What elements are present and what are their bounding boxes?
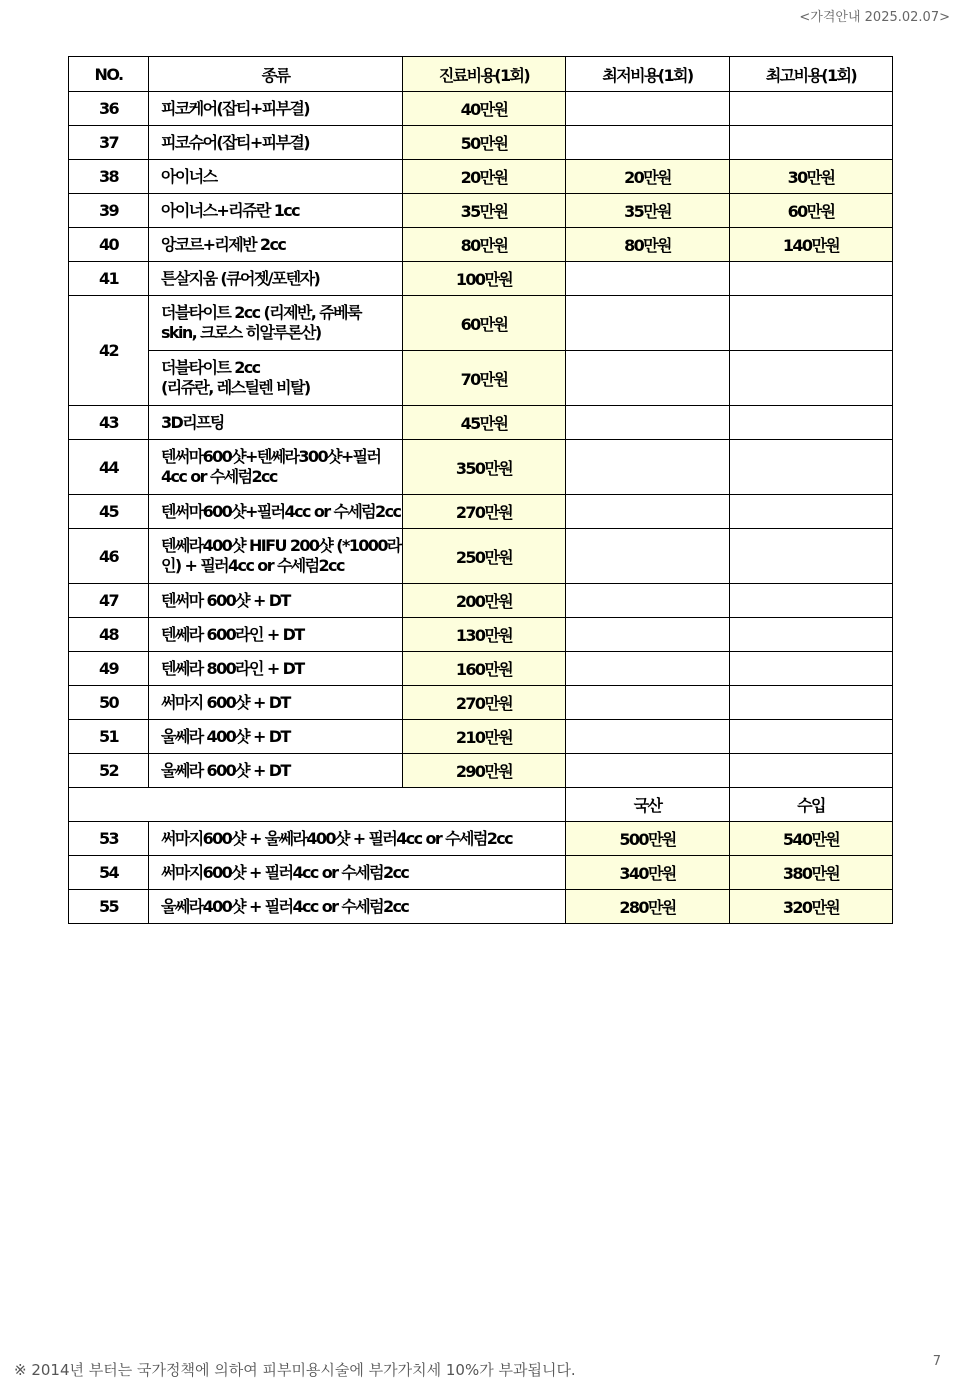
row-kind: 3D리프팅 xyxy=(149,406,403,440)
row-no: 45 xyxy=(69,495,149,529)
origin-header-domestic: 국산 xyxy=(566,788,730,822)
row-no: 38 xyxy=(69,160,149,194)
row-kind: 텐쎄라400샷 HIFU 200샷 (*1000라 인) + 필러4cc or 수세럼2cc xyxy=(149,529,403,584)
row-min xyxy=(566,495,730,529)
row-no: 37 xyxy=(69,126,149,160)
table-row xyxy=(69,495,893,529)
row-fee: 20만원 xyxy=(403,160,566,194)
row-kind: 텐써마600샷+필러4cc or 수세럼2cc xyxy=(149,495,403,529)
row-kind: 울쎄라 400샷 + DT xyxy=(149,720,403,754)
row-no: 53 xyxy=(69,822,149,856)
row-fee: 80만원 xyxy=(403,228,566,262)
row-kind: 텐쎄라 800라인 + DT xyxy=(149,652,403,686)
row-max: 140만원 xyxy=(730,228,893,262)
row-fee: 210만원 xyxy=(403,720,566,754)
row-kind: 써마지 600샷 + DT xyxy=(149,686,403,720)
row-max xyxy=(730,262,893,296)
row-no: 44 xyxy=(69,440,149,495)
row-min xyxy=(566,440,730,495)
row-max xyxy=(730,440,893,495)
price-date-note: <가격안내 2025.02.07> xyxy=(799,10,950,25)
row-min xyxy=(566,126,730,160)
table-row xyxy=(69,890,893,924)
table-row xyxy=(69,126,893,160)
row-no: 51 xyxy=(69,720,149,754)
table-row xyxy=(69,228,893,262)
row-no: 39 xyxy=(69,194,149,228)
col-header-min: 최저비용(1회) xyxy=(566,57,730,92)
row-min xyxy=(566,686,730,720)
row-kind: 텐써마 600샷 + DT xyxy=(149,584,403,618)
row-kind: 써마지600샷 + 울쎄라400샷 + 필러4cc or 수세럼2cc xyxy=(149,822,566,856)
row-fee: 270만원 xyxy=(403,686,566,720)
row-no: 40 xyxy=(69,228,149,262)
row-min xyxy=(566,406,730,440)
row-fee: 100만원 xyxy=(403,262,566,296)
row-fee: 250만원 xyxy=(403,529,566,584)
row-kind: 텐써마600샷+텐쎄라300샷+필러 4cc or 수세럼2cc xyxy=(149,440,403,495)
row-kind: 더블타이트 2cc (리제반, 쥬베룩 skin, 크로스 히알루론산) xyxy=(149,296,403,351)
table-row xyxy=(69,262,893,296)
table-header-row xyxy=(69,57,893,92)
row-max xyxy=(730,92,893,126)
row-no: 52 xyxy=(69,754,149,788)
table-row xyxy=(69,754,893,788)
row-kind: 피코슈어(잡티+피부결) xyxy=(149,126,403,160)
row-max xyxy=(730,720,893,754)
row-fee: 70만원 xyxy=(403,351,566,406)
vat-footnote: ※ 2014년 부터는 국가정책에 의하여 피부미용시술에 부가가치세 10%가 부과됩니다. xyxy=(14,1361,576,1379)
row-min xyxy=(566,652,730,686)
row-no: 49 xyxy=(69,652,149,686)
row-max xyxy=(730,529,893,584)
row-domestic-price: 280만원 xyxy=(566,890,730,924)
row-fee: 290만원 xyxy=(403,754,566,788)
table-row xyxy=(69,618,893,652)
row-kind: 아이너스 xyxy=(149,160,403,194)
row-min xyxy=(566,529,730,584)
row-min: 20만원 xyxy=(566,160,730,194)
row-max: 30만원 xyxy=(730,160,893,194)
row-kind: 울쎄라400샷 + 필러4cc or 수세럼2cc xyxy=(149,890,566,924)
row-fee: 130만원 xyxy=(403,618,566,652)
origin-header-row xyxy=(69,788,893,822)
col-header-kind: 종류 xyxy=(149,57,403,92)
row-fee: 50만원 xyxy=(403,126,566,160)
row-min xyxy=(566,618,730,652)
row-max xyxy=(730,495,893,529)
row-fee: 60만원 xyxy=(403,296,566,351)
row-max xyxy=(730,351,893,406)
row-min xyxy=(566,296,730,351)
row-fee: 35만원 xyxy=(403,194,566,228)
row-kind: 튼살지움 (큐어젯/포텐자) xyxy=(149,262,403,296)
row-min xyxy=(566,584,730,618)
row-fee: 200만원 xyxy=(403,584,566,618)
table-row xyxy=(69,440,893,495)
row-no: 41 xyxy=(69,262,149,296)
row-fee: 270만원 xyxy=(403,495,566,529)
table-row xyxy=(69,529,893,584)
col-header-max: 최고비용(1회) xyxy=(730,57,893,92)
row-max xyxy=(730,686,893,720)
row-min xyxy=(566,262,730,296)
table-row xyxy=(69,652,893,686)
row-no: 54 xyxy=(69,856,149,890)
row-no: 47 xyxy=(69,584,149,618)
origin-header-blank xyxy=(69,788,566,822)
row-min xyxy=(566,754,730,788)
origin-header-imported: 수입 xyxy=(730,788,893,822)
row-imported-price: 380만원 xyxy=(730,856,893,890)
row-domestic-price: 500만원 xyxy=(566,822,730,856)
row-kind: 피코케어(잡티+피부결) xyxy=(149,92,403,126)
row-max xyxy=(730,652,893,686)
row-kind: 아이너스+리쥬란 1cc xyxy=(149,194,403,228)
row-min: 80만원 xyxy=(566,228,730,262)
row-no: 50 xyxy=(69,686,149,720)
row-kind: 앙코르+리제반 2cc xyxy=(149,228,403,262)
row-kind: 더블타이트 2cc (리쥬란, 레스틸렌 비탈) xyxy=(149,351,403,406)
row-min xyxy=(566,720,730,754)
row-max xyxy=(730,584,893,618)
table-row xyxy=(69,351,893,406)
row-fee: 160만원 xyxy=(403,652,566,686)
row-min xyxy=(566,92,730,126)
table-row xyxy=(69,720,893,754)
row-fee: 45만원 xyxy=(403,406,566,440)
table-row xyxy=(69,92,893,126)
table-row xyxy=(69,194,893,228)
col-header-fee: 진료비용(1회) xyxy=(403,57,566,92)
row-kind: 울쎄라 600샷 + DT xyxy=(149,754,403,788)
table-row xyxy=(69,160,893,194)
row-no: 36 xyxy=(69,92,149,126)
table-row xyxy=(69,822,893,856)
row-imported-price: 320만원 xyxy=(730,890,893,924)
table-row xyxy=(69,296,893,351)
row-max xyxy=(730,296,893,351)
page-number: 7 xyxy=(932,1354,941,1369)
row-fee: 40만원 xyxy=(403,92,566,126)
row-no: 42 xyxy=(69,296,149,406)
row-max xyxy=(730,406,893,440)
row-kind: 써마지600샷 + 필러4cc or 수세럼2cc xyxy=(149,856,566,890)
price-table xyxy=(68,56,893,924)
row-max xyxy=(730,754,893,788)
row-max xyxy=(730,618,893,652)
row-no: 43 xyxy=(69,406,149,440)
row-domestic-price: 340만원 xyxy=(566,856,730,890)
row-kind: 텐쎄라 600라인 + DT xyxy=(149,618,403,652)
row-min xyxy=(566,351,730,406)
row-no: 46 xyxy=(69,529,149,584)
table-row xyxy=(69,584,893,618)
table-row xyxy=(69,856,893,890)
row-no: 48 xyxy=(69,618,149,652)
row-imported-price: 540만원 xyxy=(730,822,893,856)
table-row xyxy=(69,686,893,720)
table-row xyxy=(69,406,893,440)
row-max: 60만원 xyxy=(730,194,893,228)
row-max xyxy=(730,126,893,160)
row-fee: 350만원 xyxy=(403,440,566,495)
row-no: 55 xyxy=(69,890,149,924)
row-min: 35만원 xyxy=(566,194,730,228)
col-header-no: NO. xyxy=(69,57,149,92)
